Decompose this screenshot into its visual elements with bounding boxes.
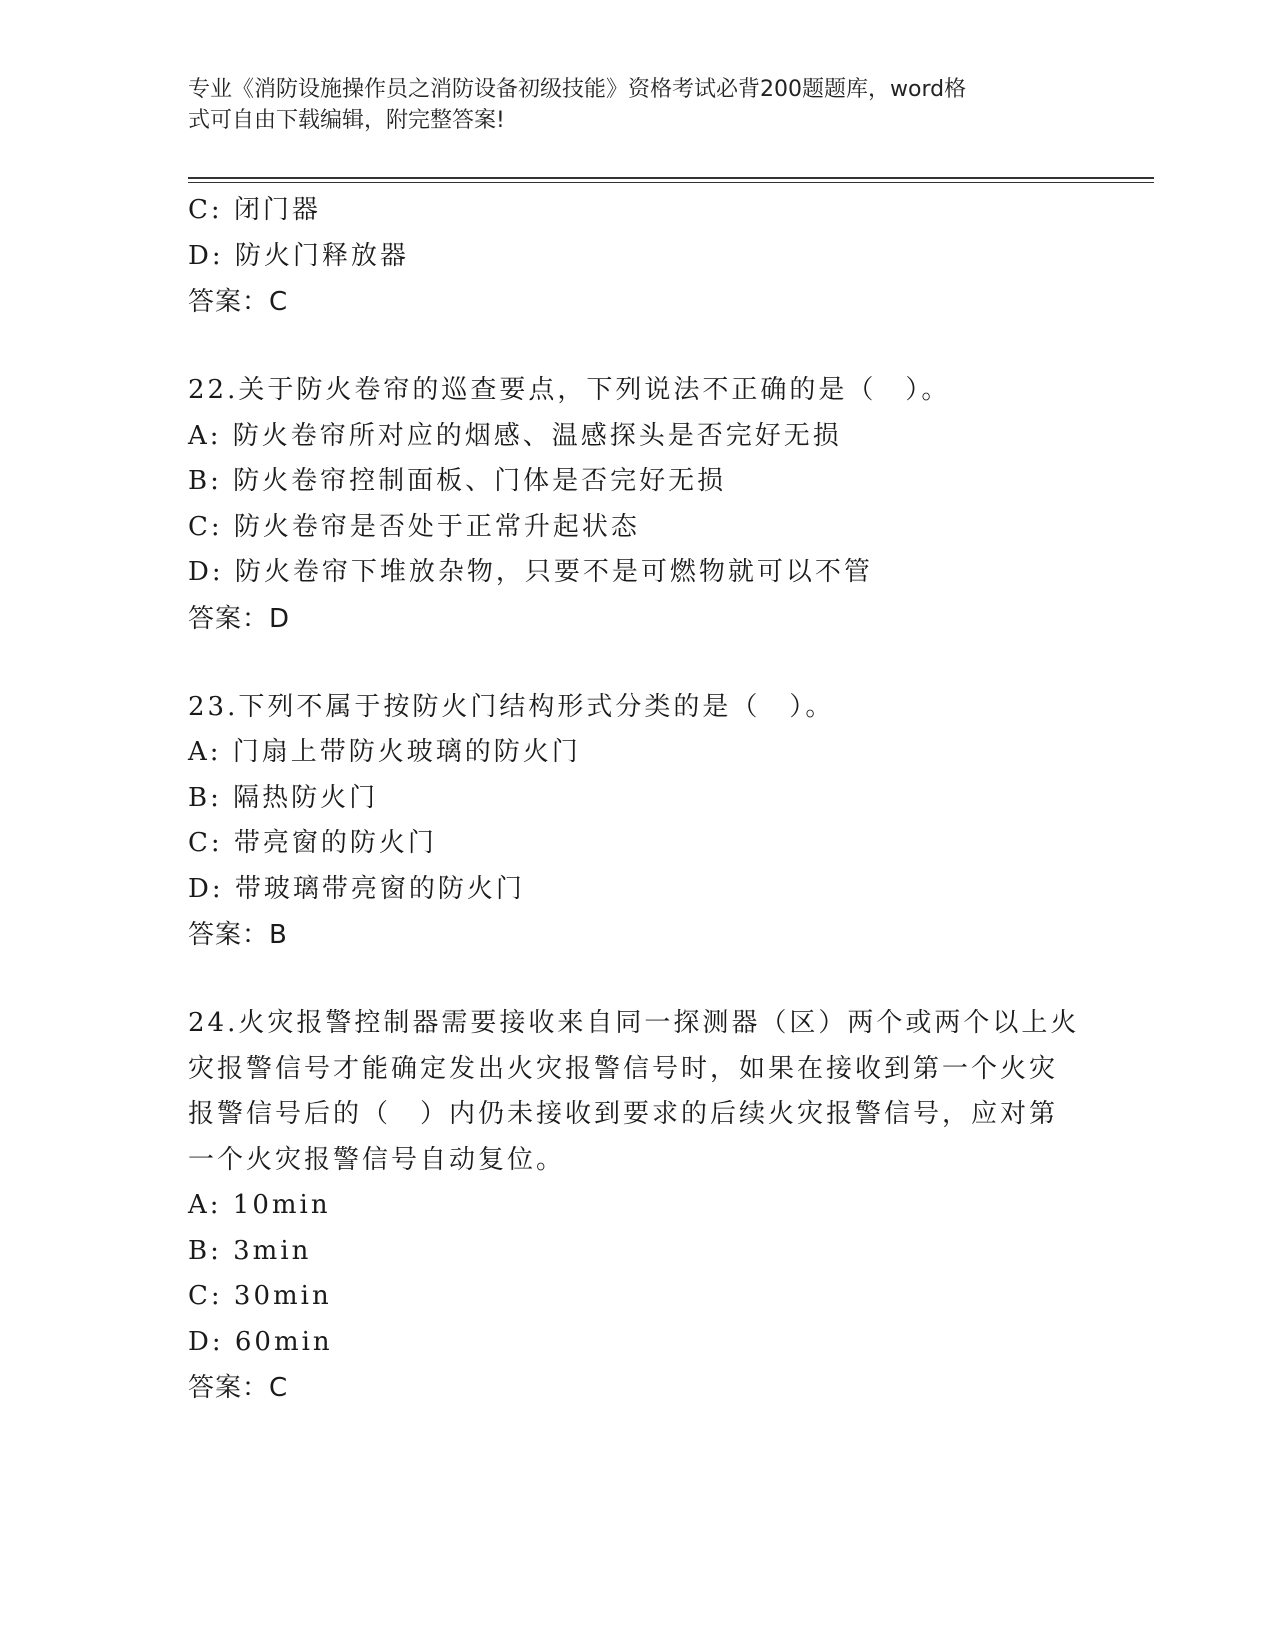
option-c: C: 防火卷帘是否处于正常升起状态 <box>188 511 640 542</box>
answer-label: 答案：B <box>188 920 288 950</box>
option-d: D: 防火卷帘下堆放杂物，只要不是可燃物就可以不管 <box>188 557 873 587</box>
question-list <box>188 188 1088 1411</box>
option-b: B: 防火卷帘控制面板、门体是否完好无损 <box>188 466 727 496</box>
question-23 <box>188 685 1088 959</box>
question-stem-line-1: 24.火灾报警控制器需要接收来自同一探测器（区）两个或两个以上火 <box>188 1008 1080 1038</box>
option-c: C: 闭门器 <box>188 195 321 225</box>
spacer <box>188 958 1088 1001</box>
question-stem-line-3: 报警信号后的（ ）内仍未接收到要求的后续火灾报警信号，应对第 <box>188 1099 1059 1129</box>
question-stem: 22.关于防火卷帘的巡查要点，下列说法不正确的是（ ）。 <box>188 375 951 405</box>
question-stem-line-4: 一个火灾报警信号自动复位。 <box>188 1144 566 1175</box>
header-rule-thick <box>188 177 1154 179</box>
spacer <box>188 325 1088 368</box>
option-d: D: 60min <box>188 1326 333 1357</box>
option-d: D: 防火门释放器 <box>188 240 409 271</box>
option-b: B: 3min <box>188 1235 312 1266</box>
question-22 <box>188 368 1088 642</box>
option-d: D: 带玻璃带亮窗的防火门 <box>188 873 525 904</box>
header-rule-thin <box>188 182 1154 183</box>
question-21-tail <box>188 188 1088 325</box>
header-line-2: 式可自由下载编辑，附完整答案! <box>188 108 505 133</box>
question-24 <box>188 1001 1088 1411</box>
option-c: C: 带亮窗的防火门 <box>188 828 437 858</box>
spacer <box>188 642 1088 685</box>
question-stem-line-2: 灾报警信号才能确定发出火灾报警信号时，如果在接收到第一个火灾 <box>188 1053 1059 1084</box>
option-c: C: 30min <box>188 1281 332 1311</box>
option-b: B: 隔热防火门 <box>188 782 379 813</box>
answer-label: 答案：C <box>188 287 289 317</box>
answer-label: 答案：C <box>188 1373 289 1403</box>
document-header <box>188 74 1088 136</box>
option-a: A: 10min <box>188 1190 331 1220</box>
question-stem: 23.下列不属于按防火门结构形式分类的是（ ）。 <box>188 691 835 722</box>
header-line-1: 专业《消防设施操作员之消防设备初级技能》资格考试必背200题题库，word格 <box>188 77 967 102</box>
option-a: A: 防火卷帘所对应的烟感、温感探头是否完好无损 <box>188 420 842 451</box>
answer-label: 答案：D <box>188 603 291 634</box>
option-a: A: 门扇上带防火玻璃的防火门 <box>188 737 581 767</box>
